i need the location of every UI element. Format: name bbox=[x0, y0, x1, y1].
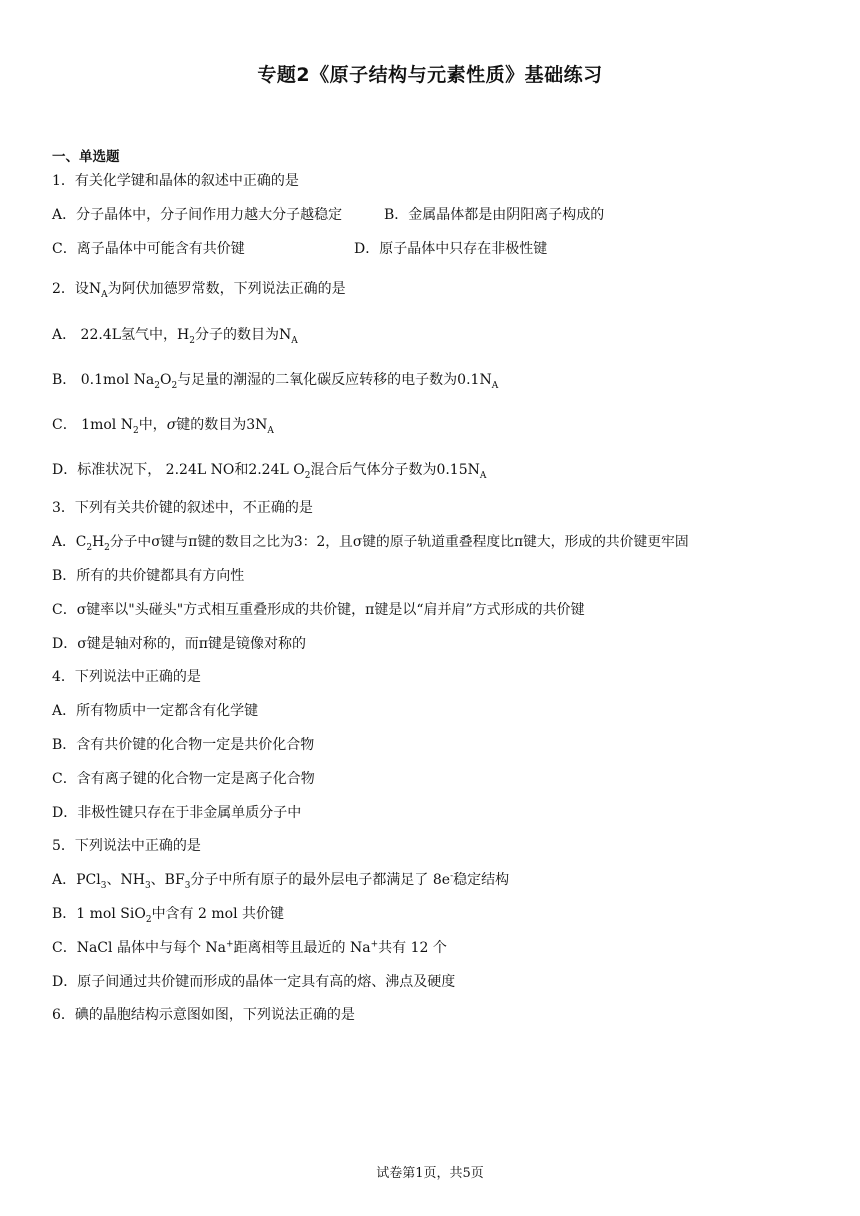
q1-option-a: A．分子晶体中，分子间作用力越大分子越稳定 bbox=[52, 207, 343, 223]
q2-option-c: C． 1mol $N_2$中，σ键的数目为$3N_A$ bbox=[52, 417, 274, 436]
q5-option-b: B．1 mol SiO$_2$中含有 2 mol 共价键 bbox=[52, 906, 285, 925]
q3-option-a: A．$C_2H_2$分子中σ键与π键的数目之比为3：2，且σ键的原子轨道重叠程度比π键大，形成的共价键更牢固 bbox=[52, 534, 689, 553]
page-title: 专题2《原子结构与元素性质》基础练习 bbox=[257, 64, 603, 86]
q4-option-a: A．所有物质中一定都含有化学键 bbox=[52, 703, 259, 719]
q3-option-d: D．σ键是轴对称的，而π键是镜像对称的 bbox=[52, 636, 306, 652]
q4-option-d: D．非极性键只存在于非金属单质分子中 bbox=[52, 805, 302, 821]
q3-stem: 3．下列有关共价键的叙述中，不正确的是 bbox=[52, 500, 313, 516]
q2-stem: 2．设$N_A$为阿伏加德罗常数，下列说法正确的是 bbox=[52, 281, 346, 300]
q5-option-c: C．NaCl 晶体中与每个 Na+距离相等且最近的 Na+共有 12 个 bbox=[52, 939, 447, 956]
q1-option-c: C．离子晶体中可能含有共价键 bbox=[52, 241, 245, 257]
q1-stem: 1．有关化学键和晶体的叙述中正确的是 bbox=[52, 173, 299, 189]
page-footer: 试卷第1页，共5页 bbox=[376, 1166, 484, 1181]
q6-stem: 6．碘的晶胞结构示意图如图，下列说法正确的是 bbox=[52, 1007, 355, 1023]
section-heading: 一、单选题 bbox=[52, 149, 120, 165]
q2-option-d: D．标准状况下， 2.24L NO和2.24L $O_2$混合后气体分子数为$0.15N_A$ bbox=[52, 462, 487, 481]
q1-option-d: D．原子晶体中只存在非极性键 bbox=[354, 241, 548, 257]
q2-option-b: B． 0.1mol $Na_2O_2$与足量的潮湿的二氧化碳反应转移的电子数为$0.1N_A$ bbox=[52, 372, 499, 391]
q5-option-a: A．PCl$_3$、$NH_3$、$BF_3$分子中所有原子的最外层电子都满足了 8e-稳定结构 bbox=[52, 871, 510, 891]
q4-stem: 4．下列说法中正确的是 bbox=[52, 669, 201, 685]
q5-stem: 5．下列说法中正确的是 bbox=[52, 838, 201, 854]
q5-option-d: D．原子间通过共价键而形成的晶体一定具有高的熔、沸点及硬度 bbox=[52, 974, 456, 990]
q4-option-c: C．含有离子键的化合物一定是离子化合物 bbox=[52, 771, 315, 787]
q4-option-b: B．含有共价键的化合物一定是共价化合物 bbox=[52, 737, 315, 753]
q3-option-b: B．所有的共价键都具有方向性 bbox=[52, 568, 245, 584]
q3-option-c: C．σ键率以"头碰头"方式相互重叠形成的共价键，π键是以“肩并肩”方式形成的共价键 bbox=[52, 602, 585, 618]
q2-option-a: A． 22.4L氢气中，$H_2$分子的数目为$N_A$ bbox=[52, 327, 298, 346]
q1-option-b: B．金属晶体都是由阴阳离子构成的 bbox=[384, 207, 605, 223]
